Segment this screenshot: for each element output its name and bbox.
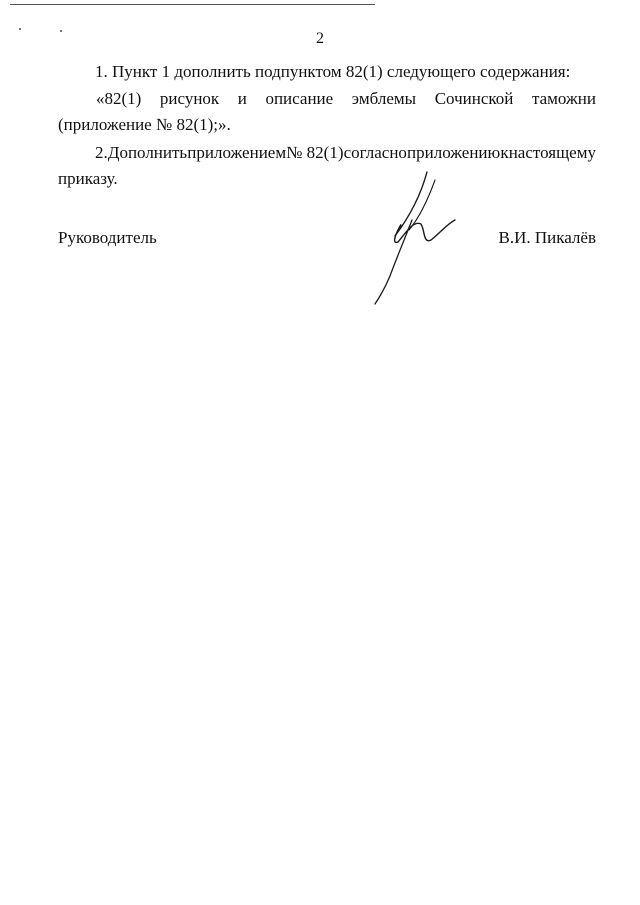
item2-word: к (500, 143, 509, 162)
paragraph-quote (58, 89, 596, 109)
quote-word: описание (265, 89, 334, 108)
paragraph-item-1: 1. Пункт 1 дополнить подпунктом 82(1) следующего содержания: (95, 62, 571, 81)
paragraph-quote-end: (приложение № 82(1);». (58, 115, 231, 134)
quote-word: и (237, 89, 247, 108)
item2-word: согласно (343, 143, 407, 162)
signatory-name: В.И. Пикалёв (498, 228, 596, 247)
page-number: 2 (316, 30, 324, 47)
item2-word: № 82(1) (286, 143, 344, 162)
item2-word: 2. (95, 143, 108, 162)
quote-word: «82(1) (96, 89, 142, 108)
paragraph-item-2-end: приказу. (58, 169, 118, 188)
quote-word: Сочинской (434, 89, 514, 108)
handwritten-signature (365, 168, 465, 308)
quote-word: таможни (531, 89, 596, 108)
item2-word: приложению (407, 143, 501, 162)
item2-word: Дополнить (107, 143, 188, 162)
item2-word: настоящему (508, 143, 596, 162)
signatory-role: Руководитель (58, 228, 157, 247)
paragraph-item-2 (95, 143, 596, 163)
item2-word: приложением (187, 143, 287, 162)
quote-word: эмблемы (351, 89, 417, 108)
quote-word: рисунок (159, 89, 220, 108)
scan-border-line (10, 4, 375, 5)
